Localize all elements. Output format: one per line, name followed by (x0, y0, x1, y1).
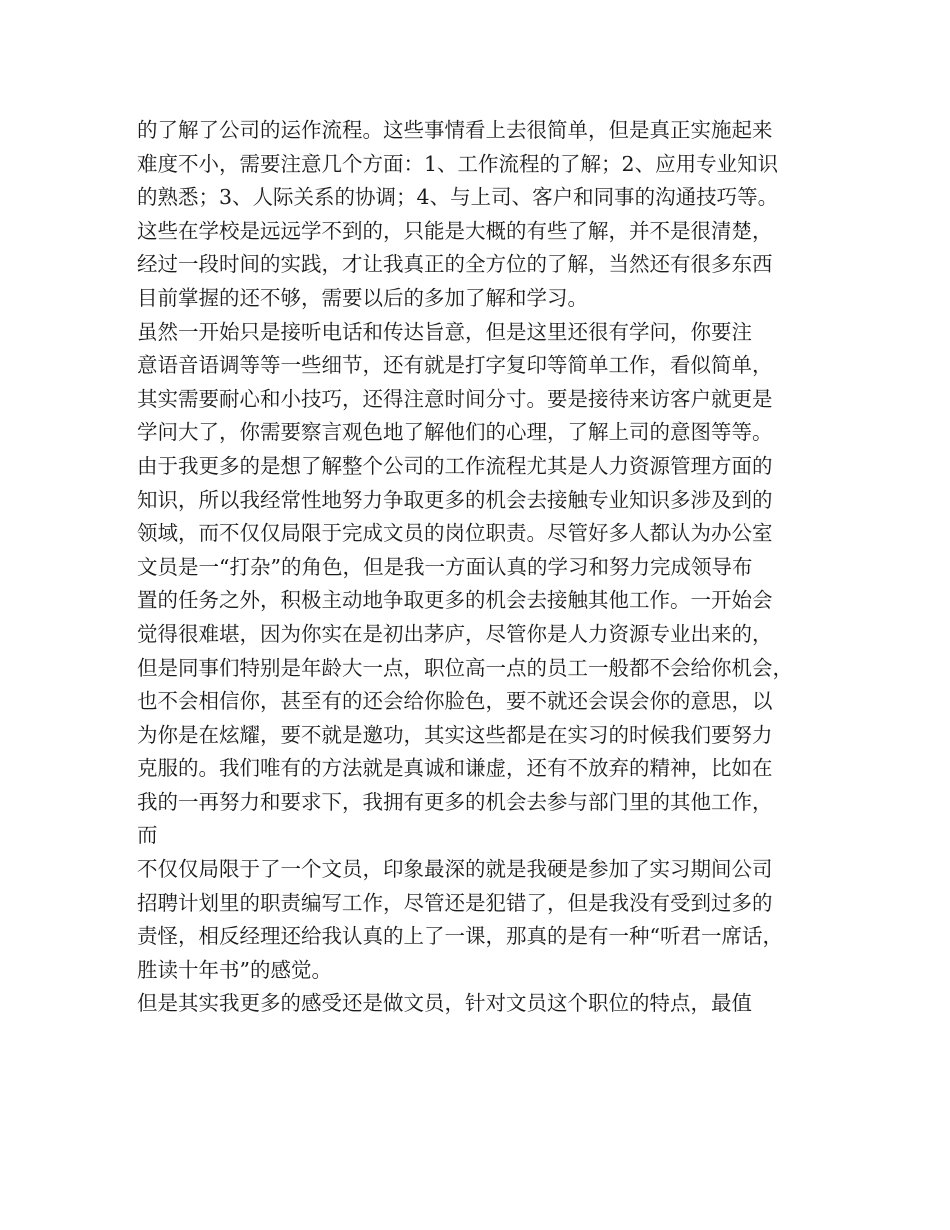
text-line: 但是同事们特别是年龄大一点，职位高一点的员工一般都不会给你机会， (137, 655, 793, 680)
text-line: 知识，所以我经常性地努力争取更多的机会去接触专业知识多涉及到的 (137, 487, 773, 512)
text-line: 克服的。我们唯有的方法就是真诚和谦虚，还有不放弃的精神，比如在 (137, 756, 773, 781)
text-line: 不仅仅局限于了一个文员，印象最深的就是我硬是参加了实习期间公司 (137, 857, 773, 882)
text-line: 虽然一开始只是接听电话和传达旨意，但是这里还很有学问，你要注 (137, 319, 752, 344)
text-line: 的熟悉；3、人际关系的协调；4、与上司、客户和同事的沟通技巧等。 (137, 185, 779, 210)
text-line: 文员是一“打杂”的角色，但是我一方面认真的学习和努力完成领导布 (137, 554, 753, 579)
text-line: 目前掌握的还不够，需要以后的多加了解和学习。 (137, 285, 588, 310)
text-line: 胜读十年书”的感觉。 (137, 957, 332, 982)
text-line: 也不会相信你，甚至有的还会给你脸色，要不就还会误会你的意思，以 (137, 689, 773, 714)
text-line: 这些在学校是远远学不到的，只能是大概的有些了解，并不是很清楚， (137, 218, 773, 243)
text-line: 难度不小，需要注意几个方面：1、工作流程的了解；2、应用专业知识 (137, 151, 779, 176)
text-line: 的了解了公司的运作流程。这些事情看上去很简单，但是真正实施起来 (137, 118, 773, 142)
text-line: 其实需要耐心和小技巧，还得注意时间分寸。要是接待来访客户就更是 (137, 386, 773, 411)
text-line: 觉得很难堪，因为你实在是初出茅庐，尽管你是人力资源专业出来的， (137, 621, 773, 646)
text-line: 置的任务之外，积极主动地争取更多的机会去接触其他工作。一开始会 (137, 588, 773, 613)
text-line: 意语音语调等等一些细节，还有就是打字复印等简单工作，看似简单， (137, 353, 773, 378)
text-line: 招聘计划里的职责编写工作，尽管还是犯错了，但是我没有受到过多的 (137, 890, 773, 915)
text-line: 学问大了，你需要察言观色地了解他们的心理，了解上司的意图等等。 (137, 420, 773, 445)
text-line: 责怪，相反经理还给我认真的上了一课，那真的是有一种“听君一席话， (137, 924, 783, 949)
body-text (137, 114, 837, 1021)
text-line: 为你是在炫耀，要不就是邀功，其实这些都是在实习的时候我们要努力 (137, 722, 773, 747)
text-line: 但是其实我更多的感受还是做文员，针对文员这个职位的特点，最值 (137, 991, 752, 1016)
text-line: 我的一再努力和要求下，我拥有更多的机会去参与部门里的其他工作， (137, 789, 773, 814)
text-line: 领域，而不仅仅局限于完成文员的岗位职责。尽管好多人都认为办公室 (137, 521, 773, 546)
text-line: 而 (137, 823, 158, 848)
text-line: 经过一段时间的实践，才让我真正的全方位的了解，当然还有很多东西 (137, 252, 773, 277)
text-line: 由于我更多的是想了解整个公司的工作流程尤其是人力资源管理方面的 (137, 453, 773, 478)
